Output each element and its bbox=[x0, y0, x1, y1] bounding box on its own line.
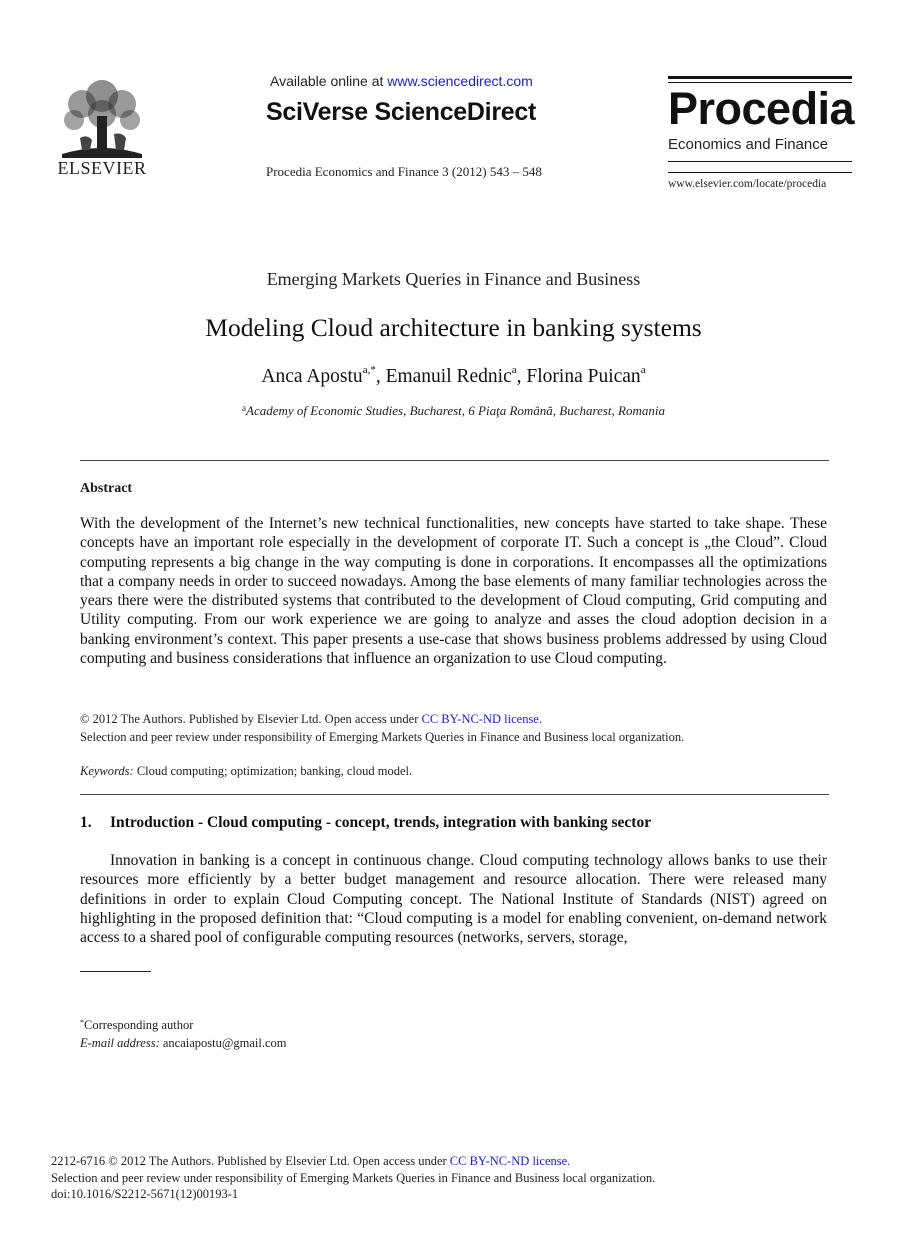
page-footer bbox=[51, 1153, 655, 1203]
email-label: E-mail address: bbox=[80, 1036, 160, 1050]
affiliation-text: Academy of Economic Studies, Bucharest, 6 Piaţa Română, Bucharest, Romania bbox=[246, 403, 665, 418]
procedia-url[interactable]: www.elsevier.com/locate/procedia bbox=[668, 178, 827, 190]
footnote-mark: * bbox=[80, 1018, 84, 1027]
author-name: Anca Apostu bbox=[261, 366, 363, 387]
author-mark: a bbox=[640, 364, 646, 376]
footnote-email bbox=[80, 1036, 287, 1051]
author-separator: , bbox=[516, 366, 527, 387]
keywords-label: Keywords: bbox=[80, 764, 134, 778]
affiliation-mark: a bbox=[242, 403, 247, 413]
affiliation bbox=[0, 403, 907, 419]
author-name: Florina Puican bbox=[526, 366, 641, 387]
footnote-rule bbox=[80, 971, 151, 972]
author-list bbox=[0, 366, 907, 388]
available-online-label: Available online at bbox=[270, 73, 388, 89]
footer-doi: doi:10.1016/S2212-5671(12)00193-1 bbox=[51, 1187, 239, 1201]
procedia-rule-bottom bbox=[668, 172, 852, 173]
keywords-text: Cloud computing; optimization; banking, cloud model. bbox=[133, 764, 413, 778]
corresponding-author-label: Corresponding author bbox=[84, 1018, 194, 1032]
keywords bbox=[80, 764, 412, 779]
abstract-heading: Abstract bbox=[80, 481, 133, 496]
author-mark: a,* bbox=[362, 364, 376, 376]
footer-issn-line: 2212-6716 © 2012 The Authors. Published by Elsevier Ltd. Open access under bbox=[51, 1154, 450, 1168]
publisher-wordmark: ELSEVIER bbox=[57, 158, 147, 178]
footer-license-link[interactable]: CC BY-NC-ND license. bbox=[449, 1154, 571, 1168]
section-title: Introduction - Cloud computing - concept, trends, integration with banking sector bbox=[110, 814, 652, 831]
sciencedirect-link[interactable]: www.sciencedirect.com bbox=[387, 73, 533, 89]
copyright-notice bbox=[80, 710, 684, 746]
procedia-rule-mid bbox=[668, 161, 852, 162]
footer-peer-review: Selection and peer review under responsibility of Emerging Markets Queries in Finance and Business local organization. bbox=[51, 1170, 656, 1185]
procedia-rule-top bbox=[668, 76, 852, 79]
section-body: Innovation in banking is a concept in continuous change. Cloud computing technology allows banks to use their resources more efficiently by a better budget management and resource allocation. There were released many definitions in order to explain Cloud Computing concept. The National Institute of Standards (NIST) agreed on highlighting in the proposed definition that: “Cloud computing is a model for enabling convenient, on-demand network access to a shared pool of configurable computing resources (networks, servers, storage, bbox=[80, 852, 827, 947]
author-mark: a bbox=[511, 364, 517, 376]
peer-review-line: Selection and peer review under responsibility of Emerging Markets Queries in Finance and Business local organization. bbox=[80, 730, 685, 744]
paper-title: Modeling Cloud architecture in banking systems bbox=[205, 313, 702, 342]
journal-reference: Procedia Economics and Finance 3 (2012) 543 – 548 bbox=[266, 164, 542, 179]
footnote-corresponding bbox=[80, 1018, 193, 1033]
procedia-subtitle: Economics and Finance bbox=[668, 136, 829, 153]
email-address: ancaiapostu@gmail.com bbox=[159, 1036, 287, 1050]
available-online bbox=[270, 73, 533, 89]
author-name: Emanuil Rednic bbox=[385, 366, 512, 387]
abstract-bottom-rule bbox=[80, 794, 829, 795]
procedia-title: Procedia bbox=[668, 83, 855, 134]
section-number: 1. bbox=[80, 814, 92, 831]
abstract-text: With the development of the Internet’s new technical functionalities, new concepts have started to take shape. These concepts have an important role especially in the development of corporate IT. Such a concept is „the Cloud”. Cloud computing represents a big change in the way computing is done in corporations. It encompasses all the optimizations that a company needs in order to succeed nowadays. Among the base elements of many familiar technologies across the years there were the distributed systems that contributed to the development of Cloud computing, Grid computing and Utility computing. From our work experience we are going to analyze and asses the cloud adoption decision in a banking environment’s context. This paper presents a use-case that shows business problems addressed by using Cloud computing and business considerations that influence an organization to use Cloud computing. bbox=[80, 515, 827, 668]
abstract-top-rule bbox=[80, 460, 829, 461]
conference-name: Emerging Markets Queries in Finance and Business bbox=[266, 269, 641, 289]
section-heading bbox=[80, 814, 651, 832]
license-link[interactable]: CC BY-NC-ND license. bbox=[421, 712, 542, 726]
copyright-line: © 2012 The Authors. Published by Elsevier Ltd. Open access under bbox=[80, 712, 422, 726]
author-separator: , bbox=[375, 366, 386, 387]
platform-name: SciVerse ScienceDirect bbox=[266, 98, 536, 126]
